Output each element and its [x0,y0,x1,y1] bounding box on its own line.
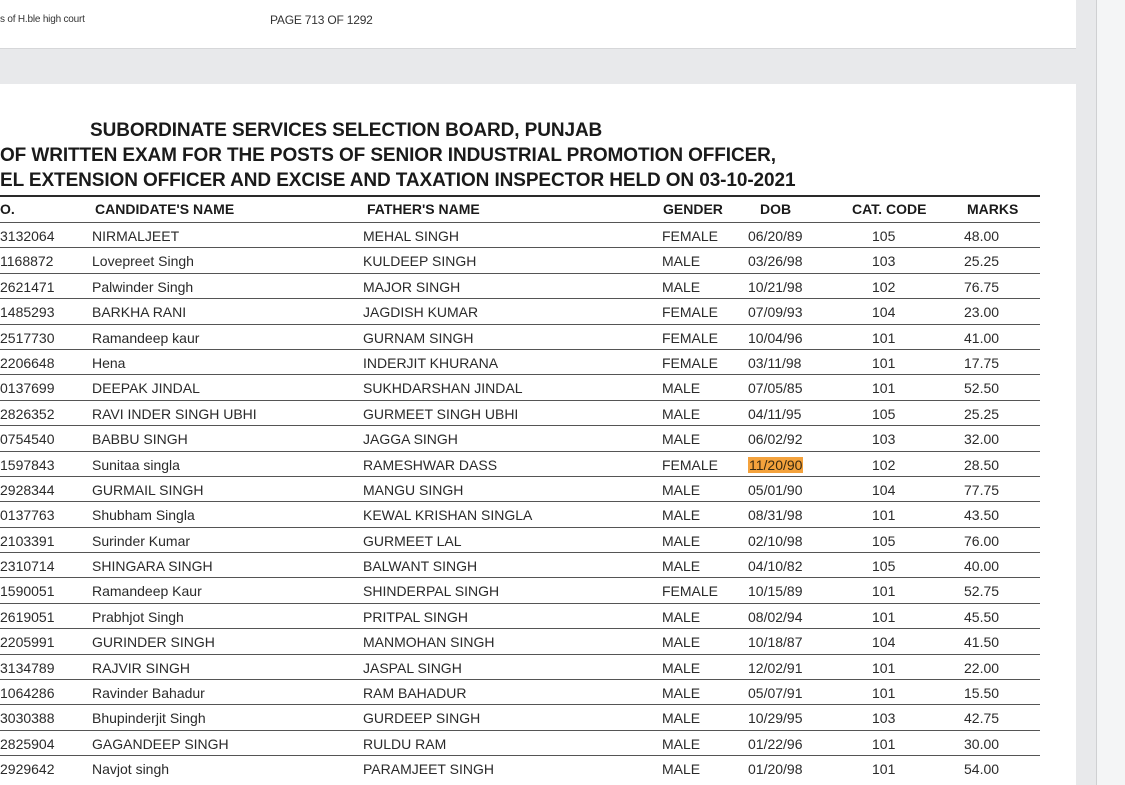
father-name-cell: INDERJIT KHURANA [363,354,499,371]
candidate-name-cell: Ramandeep Kaur [92,583,202,600]
table-row [0,654,1040,679]
cat-code-cell: 101 [872,329,896,346]
candidate-name-cell: BARKHA RANI [92,304,187,321]
page-counter: PAGE 713 OF 1292 [270,13,373,27]
roll-no-cell: 2206648 [0,354,55,371]
table-row [0,476,1040,501]
marks-cell: 15.50 [964,685,1000,702]
marks-cell: 25.25 [964,405,1000,422]
column-header-marks: MARKS [967,201,1019,217]
dob-cell: 10/15/89 [748,583,803,600]
cat-code-cell: 102 [872,456,896,473]
candidate-name-cell: GURMAIL SINGH [92,481,204,498]
gender-cell: MALE [662,608,701,625]
cat-code-cell: 105 [872,405,896,422]
candidate-name-cell: Ramandeep kaur [92,329,200,346]
dob-cell: 07/09/93 [748,304,803,321]
gender-cell: MALE [662,507,701,524]
candidate-name-cell: Lovepreet Singh [92,253,194,270]
roll-no-cell: 2928344 [0,481,55,498]
dob-cell: 03/11/98 [748,354,802,371]
gender-cell: MALE [662,380,701,397]
marks-cell: 22.00 [964,659,1000,676]
cat-code-cell: 101 [872,761,896,778]
dob-cell: 05/07/91 [748,685,803,702]
father-name-cell: JASPAL SINGH [363,659,462,676]
marks-cell: 52.50 [964,380,1000,397]
father-name-cell: PARAMJEET SINGH [363,761,494,778]
candidate-name-cell: Bhupinderjit Singh [92,710,206,727]
table-row [0,374,1040,399]
cat-code-cell: 101 [872,507,896,524]
table-row [0,628,1040,653]
roll-no-cell: 1590051 [0,583,55,600]
dob-cell [748,457,803,473]
table-row [0,451,1040,476]
table-row [0,400,1040,425]
cat-code-cell: 104 [872,304,896,321]
table-row [0,755,1040,780]
candidate-name-cell: BABBU SINGH [92,431,188,448]
cat-code-cell: 104 [872,481,896,498]
dob-cell: 10/21/98 [748,278,803,295]
roll-no-cell: 1485293 [0,304,55,321]
results-table-body [0,222,1040,781]
table-row [0,298,1040,323]
gender-cell: MALE [662,634,701,651]
candidate-name-cell: GAGANDEEP SINGH [92,735,229,752]
roll-no-cell: 1597843 [0,456,55,473]
gender-cell: FEMALE [662,583,719,600]
candidate-name-cell: RAVI INDER SINGH UBHI [92,405,257,422]
dob-cell: 05/01/90 [748,481,803,498]
candidate-name-cell: GURINDER SINGH [92,634,215,651]
roll-no-cell: 2310714 [0,558,55,575]
marks-cell: 32.00 [964,431,1000,448]
candidate-name-cell: NIRMALJEET [92,228,180,244]
cat-code-cell: 103 [872,431,896,448]
roll-no-cell: 2205991 [0,634,55,651]
roll-no-cell: 1064286 [0,685,55,702]
table-row [0,273,1040,298]
gender-cell: MALE [662,710,701,727]
marks-cell: 52.75 [964,583,1000,600]
dob-cell: 08/31/98 [748,507,803,524]
marks-cell: 76.75 [964,278,1000,295]
gender-cell: MALE [662,481,701,498]
column-header-cat-code: CAT. CODE [852,201,927,217]
candidate-name-cell: Hena [92,354,126,371]
candidate-name-cell: SHINGARA SINGH [92,558,213,575]
cat-code-cell: 102 [872,278,896,295]
cat-code-cell: 101 [872,608,896,625]
gender-cell: FEMALE [662,354,719,371]
gender-cell: MALE [662,659,701,676]
marks-cell: 17.75 [964,354,1000,371]
cat-code-cell: 101 [872,354,896,371]
roll-no-cell: 0137763 [0,507,55,524]
table-row [0,552,1040,577]
marks-cell: 77.75 [964,481,1000,498]
dob-cell: 02/10/98 [748,532,803,549]
column-header-gender: GENDER [663,201,723,217]
column-header-dob: DOB [760,201,792,217]
marks-cell: 41.00 [964,329,1000,346]
candidate-name-cell: RAJVIR SINGH [92,659,191,676]
table-row [0,501,1040,526]
marks-cell: 48.00 [964,228,1000,244]
father-name-cell: GURNAM SINGH [363,329,474,346]
father-name-cell: KULDEEP SINGH [363,253,477,270]
roll-no-cell: 2621471 [0,278,55,295]
father-name-cell: GURDEEP SINGH [363,710,481,727]
candidate-name-cell: Navjot singh [92,761,170,778]
roll-no-cell: 2826352 [0,405,55,422]
candidate-name-cell: Prabhjot Singh [92,608,184,625]
cat-code-cell: 105 [872,228,896,244]
dob-cell: 01/20/98 [748,761,803,778]
father-name-cell: BALWANT SINGH [363,558,478,575]
father-name-cell: PRITPAL SINGH [363,608,469,625]
father-name-cell: SUKHDARSHAN JINDAL [363,380,523,397]
marks-cell: 41.50 [964,634,1000,651]
table-row [0,222,1040,247]
table-row [0,603,1040,628]
gender-cell: MALE [662,685,701,702]
cat-code-cell: 104 [872,634,896,651]
gender-cell: MALE [662,431,701,448]
table-top-rule [0,195,1040,197]
roll-no-cell: 2517730 [0,329,55,346]
marks-cell: 42.75 [964,710,1000,727]
table-row [0,425,1040,450]
table-row [0,679,1040,704]
father-name-cell: RULDU RAM [363,735,447,752]
table-row [0,247,1040,272]
roll-no-cell: 0754540 [0,431,55,448]
cat-code-cell: 101 [872,583,896,600]
viewer-scroll-track[interactable] [1096,0,1125,785]
marks-cell: 40.00 [964,558,1000,575]
father-name-cell: SHINDERPAL SINGH [363,583,500,600]
dob-cell: 04/11/95 [748,405,802,422]
gender-cell: MALE [662,558,701,575]
table-row [0,349,1040,374]
father-name-cell: RAM BAHADUR [363,685,467,702]
table-row [0,577,1040,602]
gender-cell: MALE [662,405,701,422]
exam-title-line: OF WRITTEN EXAM FOR THE POSTS OF SENIOR INDUSTRIAL PROMOTION OFFICER, [0,145,776,166]
dob-cell: 04/10/82 [748,558,803,575]
gender-cell: FEMALE [662,228,719,244]
gender-cell: FEMALE [662,456,719,473]
candidate-name-cell: Surinder Kumar [92,532,191,549]
table-row [0,730,1040,755]
table-row [0,704,1040,729]
roll-no-cell: 2103391 [0,532,55,549]
exam-title-line-2: EL EXTENSION OFFICER AND EXCISE AND TAXATION INSPECTOR HELD ON 03-10-2021 [0,170,796,191]
marks-cell: 23.00 [964,304,1000,321]
cat-code-cell: 105 [872,532,896,549]
cat-code-cell: 101 [872,735,896,752]
previous-page [0,0,1076,49]
roll-no-cell: 2929642 [0,761,55,778]
marks-cell: 43.50 [964,507,1000,524]
marks-cell: 25.25 [964,253,1000,270]
gender-cell: FEMALE [662,304,719,321]
roll-no-cell: 0137699 [0,380,55,397]
dob-cell: 12/02/91 [748,659,803,676]
marks-cell: 54.00 [964,761,1000,778]
cat-code-cell: 101 [872,659,896,676]
gender-cell: MALE [662,735,701,752]
marks-cell: 28.50 [964,456,1000,473]
cat-code-cell: 105 [872,558,896,575]
father-name-cell: MANMOHAN SINGH [363,634,495,651]
candidate-name-cell: DEEPAK JINDAL [92,380,200,397]
cat-code-cell: 101 [872,685,896,702]
roll-no-cell: 3030388 [0,710,55,727]
column-header-candidate-name: CANDIDATE'S NAME [95,201,235,217]
gender-cell: MALE [662,278,701,295]
father-name-cell: GURMEET LAL [363,532,462,549]
dob-cell: 10/29/95 [748,710,803,727]
father-name-cell: JAGDISH KUMAR [363,304,479,321]
roll-no-cell: 3134789 [0,659,55,676]
candidate-name-cell: Palwinder Singh [92,278,194,295]
marks-cell: 30.00 [964,735,1000,752]
gender-cell: MALE [662,532,701,549]
marks-cell: 45.50 [964,608,1000,625]
father-name-cell: MEHAL SINGH [363,228,459,244]
marks-cell: 76.00 [964,532,1000,549]
highlighted-dob: 11/20/90 [749,456,803,473]
cat-code-cell: 103 [872,710,896,727]
cat-code-cell: 101 [872,380,896,397]
gender-cell: FEMALE [662,329,719,346]
dob-cell: 06/02/92 [748,431,803,448]
dob-cell: 10/04/96 [748,329,803,346]
dob-cell: 07/05/85 [748,380,803,397]
dob-cell: 08/02/94 [748,608,803,625]
roll-no-cell: 3132064 [0,228,55,244]
candidate-name-cell: Sunitaa singla [92,456,180,473]
dob-cell: 03/26/98 [748,253,803,270]
father-name-cell: JAGGA SINGH [363,431,458,448]
father-name-cell: GURMEET SINGH UBHI [363,405,519,422]
candidate-name-cell: Shubham Singla [92,507,195,524]
header-note: s of H.ble high court [0,14,85,25]
father-name-cell: RAMESHWAR DASS [363,456,498,473]
gender-cell: MALE [662,253,701,270]
father-name-cell: KEWAL KRISHAN SINGLA [363,507,533,524]
father-name-cell: MAJOR SINGH [363,278,461,295]
cat-code-cell: 103 [872,253,896,270]
column-header-father-name: FATHER'S NAME [367,201,480,217]
candidate-name-cell: Ravinder Bahadur [92,685,205,702]
gender-cell: MALE [662,761,701,778]
roll-no-cell: 2619051 [0,608,55,625]
roll-no-cell: 1168872 [0,253,54,270]
table-row [0,527,1040,552]
father-name-cell: MANGU SINGH [363,481,464,498]
dob-cell: 01/22/96 [748,735,803,752]
column-header-roll-no: O. [0,201,15,217]
roll-no-cell: 2825904 [0,735,55,752]
dob-cell: 10/18/87 [748,634,803,651]
board-title: SUBORDINATE SERVICES SELECTION BOARD, PUNJAB [90,120,603,141]
table-row [0,324,1040,349]
dob-cell: 06/20/89 [748,228,803,244]
